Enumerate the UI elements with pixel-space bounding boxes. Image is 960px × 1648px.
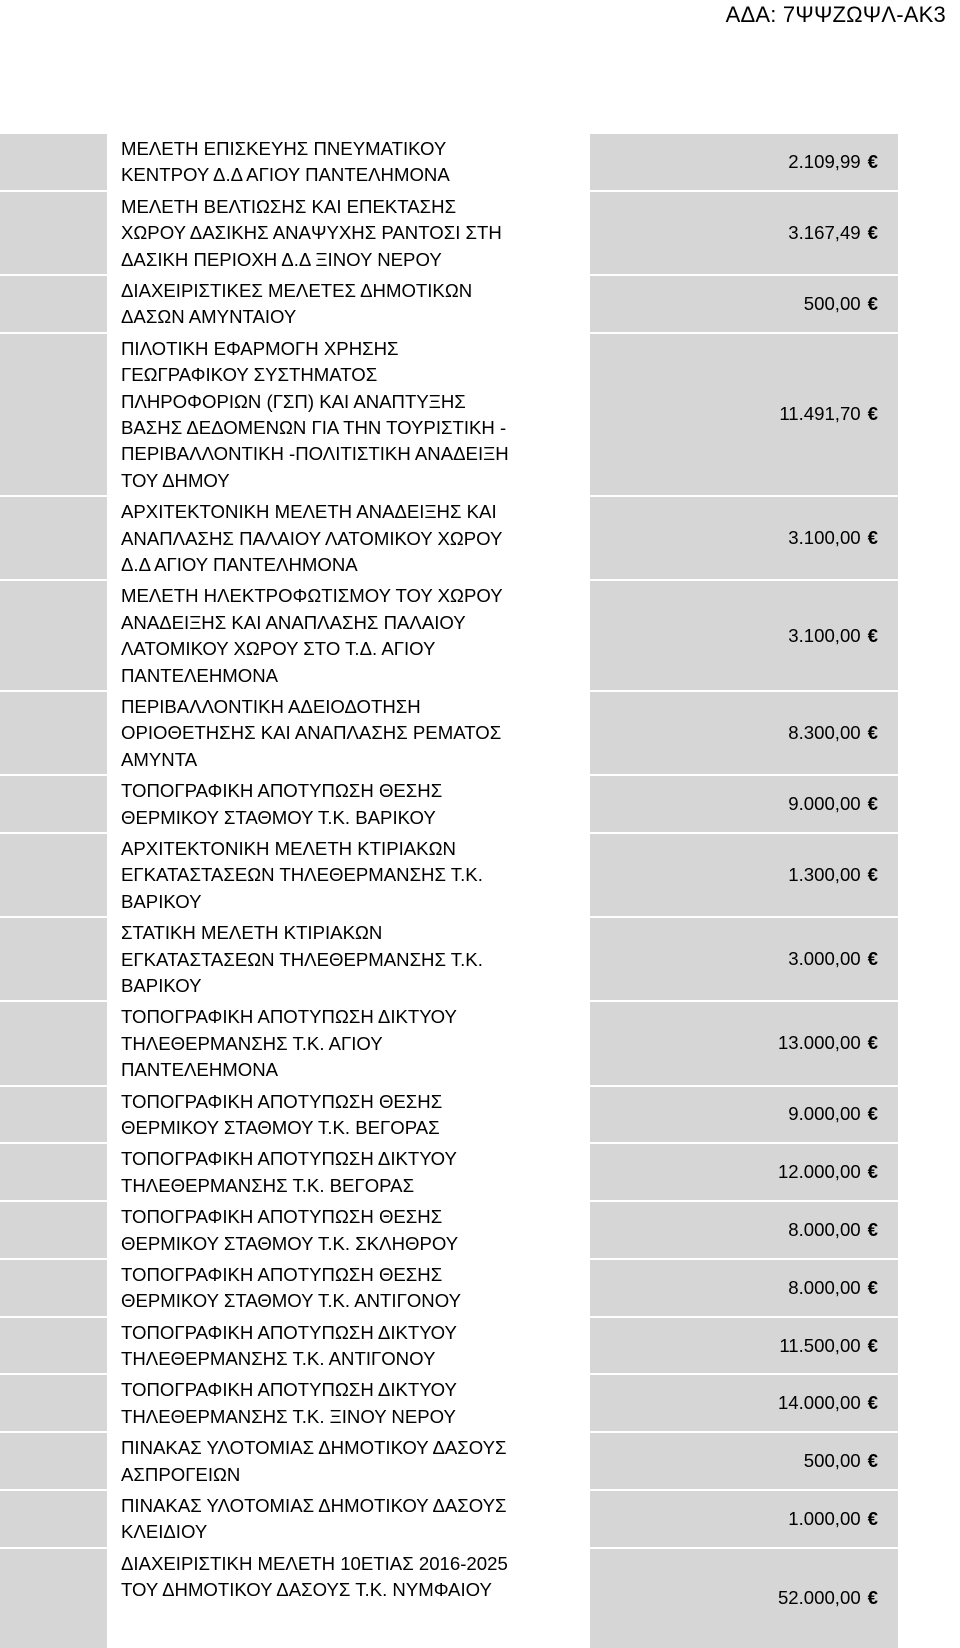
amount-value: 2.109,99 xyxy=(788,150,861,172)
description-line: ΜΕΛΕΤΗ ΒΕΛΤΙΩΣΗΣ ΚΑΙ ΕΠΕΚΤΑΣΗΣ xyxy=(121,195,457,217)
project-amount xyxy=(718,1318,898,1374)
project-description xyxy=(107,334,590,495)
table-row xyxy=(0,1260,898,1318)
description-line: ΣΤΑΤΙΚΗ ΜΕΛΕΤΗ ΚΤΙΡΙΑΚΩΝ xyxy=(121,922,383,944)
budget-table xyxy=(0,134,898,1648)
euro-icon: € xyxy=(867,1392,878,1414)
description-line: ΜΕΛΕΤΗ ΕΠΙΣΚΕΥΗΣ ΠΝΕΥΜΑΤΙΚΟΥ xyxy=(121,138,447,159)
euro-icon: € xyxy=(867,1103,878,1125)
euro-icon: € xyxy=(867,1507,878,1529)
description-line: ΤΟΠΟΓΡΑΦΙΚΗ ΑΠΟΤΥΠΩΣΗ ΔΙΚΤΥΟΥ xyxy=(121,1321,457,1343)
description-line: ΤΟΠΟΓΡΑΦΙΚΗ ΑΠΟΤΥΠΩΣΗ ΔΙΚΤΥΟΥ xyxy=(121,1006,457,1028)
project-description xyxy=(107,134,590,190)
euro-icon: € xyxy=(867,221,878,243)
amount-value: 14.000,00 xyxy=(777,1392,861,1414)
project-description xyxy=(107,192,590,274)
amount-value: 9.000,00 xyxy=(788,793,861,815)
project-amount xyxy=(718,276,898,332)
description-line: ΠΛΗΡΟΦΟΡΙΩΝ (ΓΣΠ) ΚΑΙ ΑΝΑΠΤΥΞΗΣ xyxy=(121,390,466,412)
description-line: ΤΟΠΟΓΡΑΦΙΚΗ ΑΠΟΤΥΠΩΣΗ ΘΕΣΗΣ xyxy=(121,780,443,802)
amount-value: 11.491,70 xyxy=(779,403,861,425)
description-line: ΒΑΡΙΚΟΥ xyxy=(121,974,202,996)
amount-value: 3.100,00 xyxy=(788,624,861,646)
description-line: ΟΡΙΟΘΕΤΗΣΗΣ ΚΑΙ ΑΝΑΠΛΑΣΗΣ ΡΕΜΑΤΟΣ xyxy=(121,722,502,744)
project-description xyxy=(107,276,590,332)
project-amount xyxy=(718,581,898,690)
amount-value: 8.000,00 xyxy=(788,1218,861,1240)
table-row xyxy=(0,581,898,692)
description-line: ΛΑΤΟΜΙΚΟΥ ΧΩΡΟΥ ΣΤΟ Τ.Δ. ΑΓΙΟΥ xyxy=(121,638,436,660)
table-row xyxy=(0,1375,898,1433)
description-line: ΘΕΡΜΙΚΟΥ ΣΤΑΘΜΟΥ Τ.Κ. ΒΑΡΙΚΟΥ xyxy=(121,806,436,828)
description-line: ΤΟΥ ΔΗΜΟΤΙΚΟΥ ΔΑΣΟΥΣ Τ.Κ. ΝΥΜΦΑΙΟΥ xyxy=(121,1579,492,1601)
euro-icon: € xyxy=(867,527,878,549)
table-row xyxy=(0,1318,898,1376)
euro-icon: € xyxy=(867,1334,878,1356)
description-line: ΑΡΧΙΤΕΚΤΟΝΙΚΗ ΜΕΛΕΤΗ ΚΤΙΡΙΑΚΩΝ xyxy=(121,837,456,859)
description-line: ΤΗΛΕΘΕΡΜΑΝΣΗΣ Τ.Κ. ΑΓΙΟΥ xyxy=(121,1032,383,1054)
description-line: ΑΡΧΙΤΕΚΤΟΝΙΚΗ ΜΕΛΕΤΗ ΑΝΑΔΕΙΞΗΣ ΚΑΙ xyxy=(121,501,497,523)
project-description xyxy=(107,1375,590,1431)
table-row xyxy=(0,1144,898,1202)
amount-value: 8.000,00 xyxy=(788,1276,861,1298)
euro-icon: € xyxy=(867,948,878,970)
description-line: ΤΟΥ ΔΗΜΟΥ xyxy=(121,469,230,491)
project-amount xyxy=(718,776,898,832)
description-line: ΠΙΝΑΚΑΣ ΥΛΟΤΟΜΙΑΣ ΔΗΜΟΤΙΚΟΥ ΔΑΣΟΥΣ xyxy=(121,1437,507,1459)
amount-value: 12.000,00 xyxy=(777,1161,861,1183)
project-description xyxy=(107,1087,590,1143)
description-line: ΑΝΑΠΛΑΣΗΣ ΠΑΛΑΙΟΥ ΛΑΤΟΜΙΚΟΥ ΧΩΡΟΥ xyxy=(121,527,503,549)
project-description xyxy=(107,1202,590,1258)
description-line: ΑΜΥΝΤΑ xyxy=(121,748,198,770)
table-row xyxy=(0,134,898,192)
amount-value: 500,00 xyxy=(803,1450,861,1472)
project-description xyxy=(107,918,590,1000)
table-row xyxy=(0,692,898,776)
project-amount xyxy=(718,692,898,774)
project-description xyxy=(107,692,590,774)
euro-icon: € xyxy=(867,1218,878,1240)
euro-icon: € xyxy=(867,1161,878,1183)
description-line: ΤΟΠΟΓΡΑΦΙΚΗ ΑΠΟΤΥΠΩΣΗ ΔΙΚΤΥΟΥ xyxy=(121,1148,457,1170)
project-description xyxy=(107,1144,590,1200)
description-line: ΠΙΝΑΚΑΣ ΥΛΟΤΟΜΙΑΣ ΔΗΜΟΤΙΚΟΥ ΔΑΣΟΥΣ xyxy=(121,1495,507,1517)
amount-value: 3.100,00 xyxy=(788,527,861,549)
description-line: ΧΩΡΟΥ ΔΑΣΙΚΗΣ ΑΝΑΨΥΧΗΣ ΡΑΝΤΟΣΙ ΣΤΗ xyxy=(121,222,502,244)
description-line: ΔΙΑΧΕΙΡΙΣΤΙΚΕΣ ΜΕΛΕΤΕΣ ΔΗΜΟΤΙΚΩΝ xyxy=(121,279,473,301)
description-line: ΜΕΛΕΤΗ ΗΛΕΚΤΡΟΦΩΤΙΣΜΟΥ ΤΟΥ ΧΩΡΟΥ xyxy=(121,585,503,607)
amount-value: 3.167,49 xyxy=(788,221,861,243)
project-amount xyxy=(718,918,898,1000)
table-row xyxy=(0,1002,898,1086)
description-line: ΓΕΩΓΡΑΦΙΚΟΥ ΣΥΣΤΗΜΑΤΟΣ xyxy=(121,364,378,386)
description-line: ΠΙΛΟΤΙΚΗ ΕΦΑΡΜΟΓΗ ΧΡΗΣΗΣ xyxy=(121,337,399,359)
amount-value: 1.300,00 xyxy=(788,864,861,886)
project-amount xyxy=(718,192,898,274)
description-line: ΤΗΛΕΘΕΡΜΑΝΣΗΣ Τ.Κ. ΞΙΝΟΥ ΝΕΡΟΥ xyxy=(121,1405,456,1427)
description-line: ΠΑΝΤΕΛΕΗΜΟΝΑ xyxy=(121,664,279,686)
description-line: ΒΑΣΗΣ ΔΕΔΟΜΕΝΩΝ ΓΙΑ ΤΗΝ ΤΟΥΡΙΣΤΙΚΗ - xyxy=(121,417,507,438)
amount-value: 52.000,00 xyxy=(777,1587,861,1609)
project-amount xyxy=(718,1144,898,1200)
table-row xyxy=(0,192,898,276)
table-row xyxy=(0,834,898,918)
description-line: ΔΙΑΧΕΙΡΙΣΤΙΚΗ ΜΕΛΕΤΗ 10ΕΤΙΑΣ 2016-2025 xyxy=(121,1552,508,1574)
project-amount xyxy=(718,1002,898,1084)
project-amount xyxy=(718,1491,898,1547)
project-description xyxy=(107,1433,590,1489)
project-amount xyxy=(718,1087,898,1143)
table-row xyxy=(0,1491,898,1549)
project-description xyxy=(107,1002,590,1084)
description-line: ΤΗΛΕΘΕΡΜΑΝΣΗΣ Τ.Κ. ΒΕΓΟΡΑΣ xyxy=(121,1174,415,1196)
amount-value: 9.000,00 xyxy=(788,1103,861,1125)
euro-icon: € xyxy=(867,150,878,172)
project-amount xyxy=(718,834,898,916)
amount-value: 3.000,00 xyxy=(788,948,861,970)
amount-value: 11.500,00 xyxy=(779,1334,861,1356)
ada-code: ΑΔΑ: 7ΨΨΖΩΨΛ-ΑΚ3 xyxy=(725,2,946,27)
euro-icon: € xyxy=(867,1450,878,1472)
description-line: ΠΕΡΙΒΑΛΛΟΝΤΙΚΗ -ΠΟΛΙΤΙΣΤΙΚΗ ΑΝΑΔΕΙΞΗ xyxy=(121,443,509,465)
project-amount xyxy=(718,1260,898,1316)
description-line: ΕΓΚΑΤΑΣΤΑΣΕΩΝ ΤΗΛΕΘΕΡΜΑΝΣΗΣ Τ.Κ. xyxy=(121,948,483,970)
project-amount xyxy=(718,334,898,495)
description-line: Δ.Δ ΑΓΙΟΥ ΠΑΝΤΕΛΗΜΟΝΑ xyxy=(121,553,358,575)
project-amount xyxy=(718,1375,898,1431)
project-description xyxy=(107,581,590,690)
project-description xyxy=(107,776,590,832)
table-row xyxy=(0,276,898,334)
project-description xyxy=(107,1260,590,1316)
description-line: ΑΝΑΔΕΙΞΗΣ ΚΑΙ ΑΝΑΠΛΑΣΗΣ ΠΑΛΑΙΟΥ xyxy=(121,611,466,633)
table-row xyxy=(0,334,898,497)
euro-icon: € xyxy=(867,403,878,425)
description-line: ΠΕΡΙΒΑΛΛΟΝΤΙΚΗ ΑΔΕΙΟΔΟΤΗΣΗ xyxy=(121,695,421,717)
euro-icon: € xyxy=(867,793,878,815)
euro-icon: € xyxy=(867,1032,878,1054)
euro-icon: € xyxy=(867,1587,878,1609)
description-line: ΤΟΠΟΓΡΑΦΙΚΗ ΑΠΟΤΥΠΩΣΗ ΔΙΚΤΥΟΥ xyxy=(121,1379,457,1401)
description-line: ΚΕΝΤΡΟΥ Δ.Δ ΑΓΙΟΥ ΠΑΝΤΕΛΗΜΟΝΑ xyxy=(121,164,450,186)
table-row xyxy=(0,1202,898,1260)
description-line: ΔΑΣΩΝ ΑΜΥΝΤΑΙΟΥ xyxy=(121,306,297,328)
description-line: ΒΑΡΙΚΟΥ xyxy=(121,890,202,912)
table-row xyxy=(0,1433,898,1491)
table-row xyxy=(0,776,898,834)
amount-value: 1.000,00 xyxy=(788,1507,861,1529)
euro-icon: € xyxy=(867,292,878,314)
description-line: ΤΟΠΟΓΡΑΦΙΚΗ ΑΠΟΤΥΠΩΣΗ ΘΕΣΗΣ xyxy=(121,1090,443,1112)
euro-icon: € xyxy=(867,864,878,886)
table-row xyxy=(0,1087,898,1145)
table-row xyxy=(0,1549,898,1648)
description-line: ΕΓΚΑΤΑΣΤΑΣΕΩΝ ΤΗΛΕΘΕΡΜΑΝΣΗΣ Τ.Κ. xyxy=(121,864,483,886)
description-line: ΤΟΠΟΓΡΑΦΙΚΗ ΑΠΟΤΥΠΩΣΗ ΘΕΣΗΣ xyxy=(121,1206,443,1228)
project-description xyxy=(107,497,590,579)
description-line: ΘΕΡΜΙΚΟΥ ΣΤΑΘΜΟΥ Τ.Κ. ΣΚΛΗΘΡΟΥ xyxy=(121,1232,459,1254)
amount-value: 8.300,00 xyxy=(788,722,861,744)
project-description xyxy=(107,1549,590,1648)
description-line: ΠΑΝΤΕΛΕΗΜΟΝΑ xyxy=(121,1059,279,1081)
amount-value: 13.000,00 xyxy=(777,1032,861,1054)
euro-icon: € xyxy=(867,1276,878,1298)
table-row xyxy=(0,918,898,1002)
amount-value: 500,00 xyxy=(803,292,861,314)
project-amount xyxy=(718,1433,898,1489)
description-line: ΚΛΕΙΔΙΟΥ xyxy=(121,1521,208,1543)
project-description xyxy=(107,1318,590,1374)
description-line: ΘΕΡΜΙΚΟΥ ΣΤΑΘΜΟΥ Τ.Κ. ΒΕΓΟΡΑΣ xyxy=(121,1116,440,1138)
description-line: ΑΣΠΡΟΓΕΙΩΝ xyxy=(121,1463,241,1485)
project-amount xyxy=(718,497,898,579)
project-amount xyxy=(718,134,898,190)
euro-icon: € xyxy=(867,624,878,646)
project-description xyxy=(107,1491,590,1547)
table-row xyxy=(0,497,898,581)
project-amount xyxy=(718,1549,898,1648)
description-line: ΤΟΠΟΓΡΑΦΙΚΗ ΑΠΟΤΥΠΩΣΗ ΘΕΣΗΣ xyxy=(121,1263,443,1285)
description-line: ΘΕΡΜΙΚΟΥ ΣΤΑΘΜΟΥ Τ.Κ. ΑΝΤΙΓΟΝΟΥ xyxy=(121,1290,461,1312)
euro-icon: € xyxy=(867,722,878,744)
description-line: ΤΗΛΕΘΕΡΜΑΝΣΗΣ Τ.Κ. ΑΝΤΙΓΟΝΟΥ xyxy=(121,1348,436,1370)
project-description xyxy=(107,834,590,916)
project-amount xyxy=(718,1202,898,1258)
description-line: ΔΑΣΙΚΗ ΠΕΡΙΟΧΗ Δ.Δ ΞΙΝΟΥ ΝΕΡΟΥ xyxy=(121,248,442,270)
